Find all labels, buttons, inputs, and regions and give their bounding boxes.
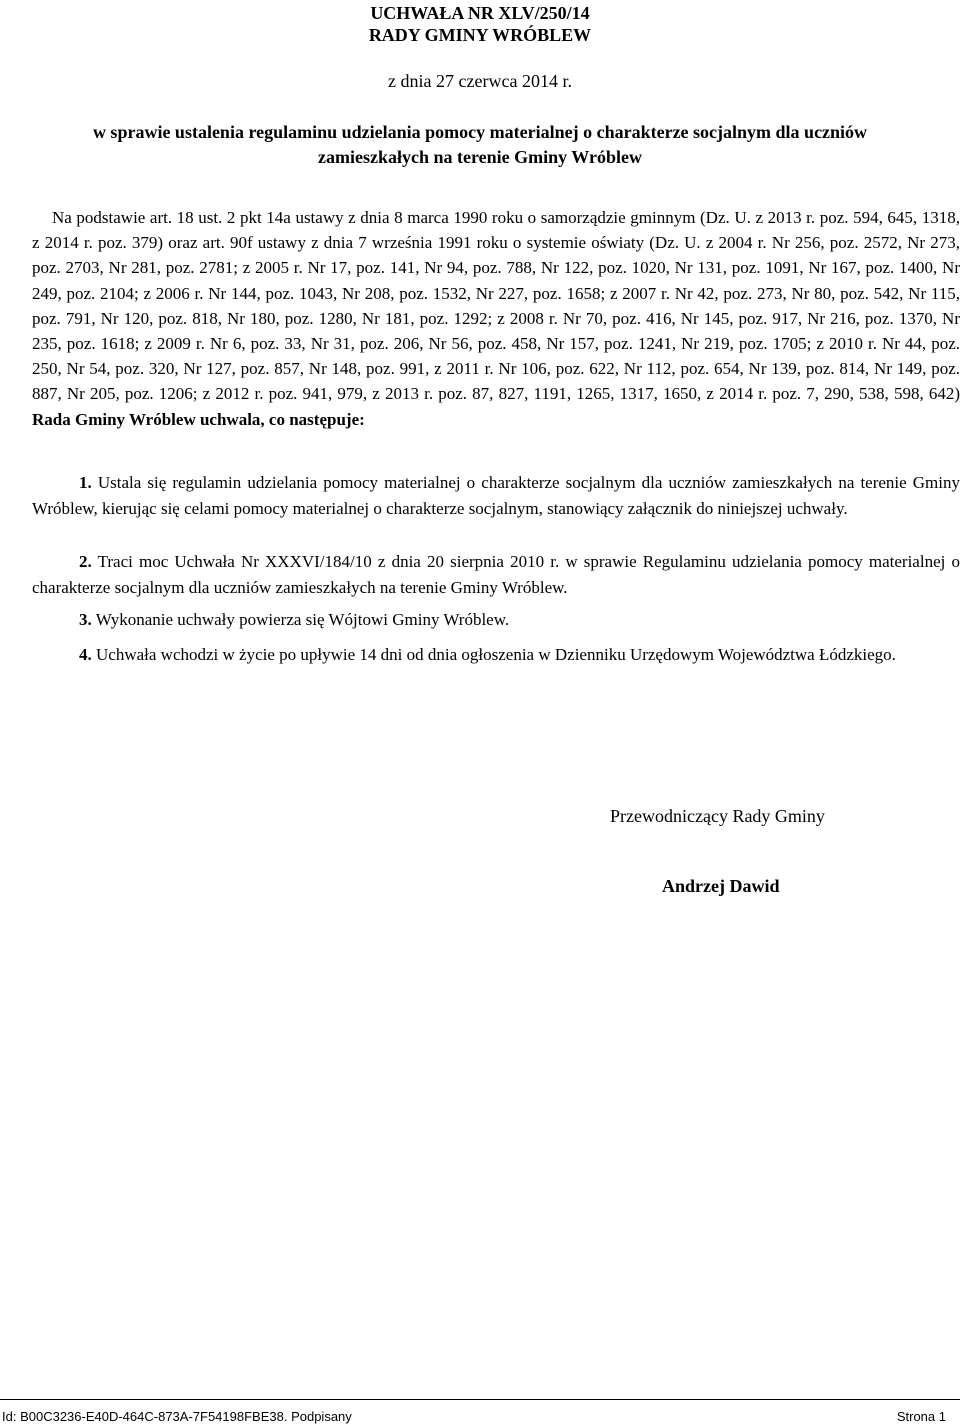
signatory-title: Przewodniczący Rady Gminy (610, 806, 825, 826)
section-number: 4. (79, 645, 92, 664)
resolution-subject (60, 120, 900, 170)
council-name: RADY GMINY WRÓBLEW (368, 25, 592, 45)
section-3 (32, 607, 960, 633)
section-text: Wykonanie uchwały powierza się Wójtowi Gminy Wróblew. (95, 610, 510, 629)
document-id: Id: B00C3236-E40D-464C-873A-7F54198FBE38. Podpisany (2, 1409, 352, 1424)
section-text: Uchwała wchodzi w życie po upływie 14 dni od dnia ogłoszenia w Dzienniku Urzędowym Województwa Łódzkiego. (96, 645, 896, 664)
subject-line-2: zamieszkałych na terenie Gminy Wróblew (318, 147, 642, 167)
section-4 (32, 642, 960, 668)
enactment-formula: Rada Gminy Wróblew uchwala, co następuje: (32, 409, 365, 429)
section-2 (32, 549, 960, 600)
section-1 (32, 470, 960, 521)
subject-line-1: w sprawie ustalenia regulaminu udzielania pomocy materialnej o charakterze socjalnym dla uczniów (92, 122, 868, 142)
footer-divider (0, 1399, 960, 1400)
section-number: 1. (79, 473, 92, 492)
page-number: Strona 1 (896, 1409, 946, 1424)
resolution-date: z dnia 27 czerwca 2014 r. (388, 71, 572, 91)
legal-basis-text: Na podstawie art. 18 ust. 2 pkt 14a ustawy z dnia 8 marca 1990 roku o samorządzie gminnym (Dz. U. z 2013 r. poz. 594, 645, 1318, z 2014 r. poz. 379) oraz art. 90f ustawy z dnia 7 września 1991 roku o systemie oświaty (Dz. U. z 2004 r. Nr 256, poz. 2572, Nr 273, poz. 2703, Nr 281, poz. 2781; z 2005 r. Nr 17, poz. 141, Nr 94, poz. 788, Nr 122, poz. 1020, Nr 131, poz. 1091, Nr 167, poz. 1400, Nr 249, poz. 2104; z 2006 r. Nr 144, poz. 1043, Nr 208, poz. 1532, Nr 227, poz. 1658; z 2007 r. Nr 42, poz. 273, Nr 80, poz. 542, Nr 115, poz. 791, Nr 120, poz. 818, Nr 180, poz. 1280, Nr 181, poz. 1292; z 2008 r. Nr 70, poz. 416, Nr 145, poz. 917, Nr 216, poz. 1370, Nr 235, poz. 1618; z 2009 r. Nr 6, poz. 33, Nr 31, poz. 206, Nr 56, poz. 458, Nr 157, poz. 1241, Nr 219, poz. 1705; z 2010 r. Nr 44, poz. 250, Nr 54, poz. 320, Nr 127, poz. 857, Nr 148, poz. 991, z 2011 r. Nr 106, poz. 622, Nr 112, poz. 654, Nr 139, poz. 814, Nr 149, poz. 887, Nr 205, poz. 1206; z 2012 r. poz. 941, 979, z 2013 r. poz. 87, 827, 1191, 1265, 1317, 1650, z 2014 r. poz. 7, 290, 538, 598, 642) (32, 208, 960, 404)
signatory-name: Andrzej Dawid (662, 876, 780, 896)
section-text: Traci moc Uchwała Nr XXXVI/184/10 z dnia 20 sierpnia 2010 r. w sprawie Regulaminu udzielania pomocy materialnej o charakterze socjalnym dla uczniów zamieszkałych na terenie Gminy Wróblew. (32, 552, 960, 597)
section-text: Ustala się regulamin udzielania pomocy materialnej o charakterze socjalnym dla uczniów zamieszkałych na terenie Gminy Wróblew, kierując się celami pomocy materialnej o charakterze socjalnym, stanowiący załącznik do niniejszej uchwały. (32, 473, 960, 518)
resolution-title: UCHWAŁA NR XLV/250/14 (370, 3, 590, 23)
legal-basis-paragraph (32, 205, 960, 432)
section-number: 3. (79, 610, 92, 629)
section-number: 2. (79, 552, 92, 571)
